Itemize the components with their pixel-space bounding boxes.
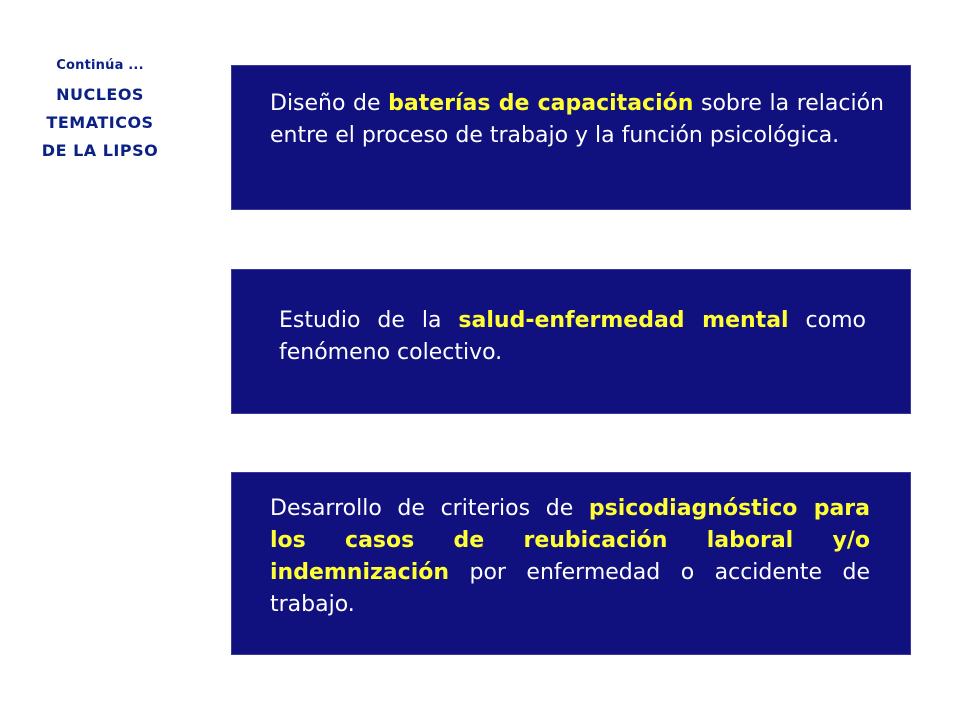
topic-text	[279, 305, 866, 369]
topic-text	[270, 88, 884, 152]
topic-box-salud-mental	[231, 269, 911, 414]
topic-highlight: psicodiagnóstico para los casos de reubicación laboral y/o indemnización	[270, 496, 870, 585]
topic-text-plain: como fenómeno colectivo.	[279, 308, 866, 365]
title-line-2: TEMATICOS	[46, 113, 154, 132]
topic-text-plain: Desarrollo de criterios de	[270, 496, 589, 521]
side-title	[0, 58, 200, 165]
topic-text-plain: por enfermedad o accidente de trabajo.	[270, 560, 870, 617]
title-line-3: DE LA LIPSO	[41, 141, 159, 160]
topic-highlight: baterías de capacitación	[388, 91, 694, 116]
topic-text	[270, 493, 870, 621]
topic-box-psicodiagnostico	[231, 472, 911, 655]
title-line-1: NUCLEOS	[56, 85, 144, 104]
topic-text-plain: Estudio de la	[279, 308, 459, 333]
topic-text-plain: sobre la relación entre el proceso de trabajo y la función psicológica.	[270, 91, 884, 148]
topic-box-capacitacion	[231, 65, 911, 210]
continua-label: Continúa ...	[56, 58, 144, 73]
topic-text-plain: Diseño de	[270, 91, 389, 116]
topic-highlight: salud-enfermedad mental	[458, 308, 789, 333]
